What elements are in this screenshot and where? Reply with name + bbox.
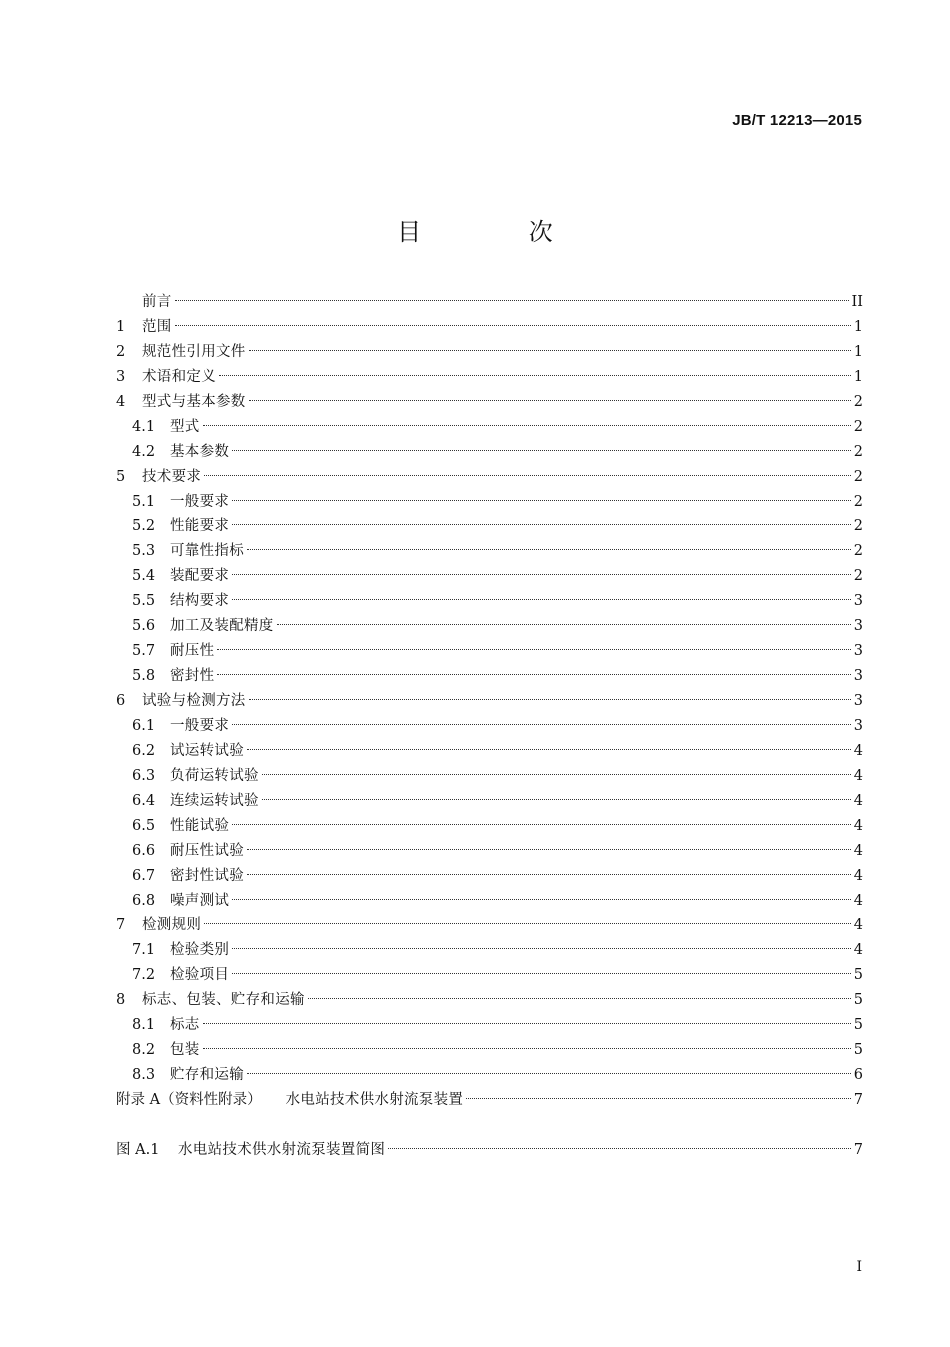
toc-entry-page: 4 — [853, 792, 863, 809]
toc-leader-dots — [232, 973, 851, 974]
toc-appendix-entry[interactable] — [116, 1088, 863, 1113]
toc-leader-dots — [262, 774, 851, 775]
page-title: 目 次 — [397, 218, 603, 246]
toc-entry-page: 4 — [853, 867, 863, 884]
toc-entry-page: 7 — [853, 1141, 863, 1158]
toc-leader-dots — [249, 350, 851, 351]
toc-entry-number: 8.3 — [132, 1067, 156, 1084]
toc-entry-page: 3 — [853, 693, 863, 709]
table-of-contents — [116, 290, 863, 1163]
toc-entry-label: 范围 — [142, 318, 172, 335]
toc-leader-dots — [247, 749, 851, 750]
toc-leader-dots — [232, 899, 851, 900]
toc-entry-page: 5 — [853, 1017, 863, 1034]
toc-entry-number: 6.7 — [132, 867, 156, 884]
toc-entry[interactable] — [116, 1013, 863, 1038]
toc-entry-label: 技术要求 — [142, 468, 202, 485]
toc-leader-dots — [175, 300, 849, 301]
toc-leader-dots — [232, 574, 851, 575]
toc-entry[interactable] — [116, 1038, 863, 1063]
toc-entry-page: 2 — [853, 468, 863, 485]
toc-entry-number: 图 A.1 — [116, 1141, 160, 1158]
toc-leader-dots — [217, 649, 850, 650]
page-number: I — [856, 1259, 862, 1275]
toc-entry-label: 结构要求 — [170, 593, 230, 610]
toc-entry[interactable] — [116, 365, 863, 390]
toc-entry[interactable] — [116, 589, 863, 614]
toc-leader-dots — [204, 923, 851, 924]
toc-entry-number: 5 — [116, 468, 126, 485]
toc-leader-dots — [204, 475, 851, 476]
toc-entry-number: 3 — [116, 368, 126, 385]
toc-entry-page: 1 — [853, 318, 863, 335]
toc-entry-number: 6 — [116, 693, 126, 709]
toc-entry-label: 包装 — [170, 1042, 200, 1059]
toc-entry-number: 5.4 — [132, 568, 156, 585]
toc-entry[interactable] — [116, 639, 863, 664]
toc-entry-label: 装配要求 — [170, 568, 230, 585]
toc-entry[interactable] — [116, 315, 863, 340]
toc-entry-label: 贮存和运输 — [170, 1067, 244, 1084]
toc-entry-number: 8 — [116, 992, 126, 1009]
toc-leader-dots — [219, 375, 851, 376]
toc-entry-page: 5 — [853, 967, 863, 984]
toc-entry[interactable] — [116, 490, 863, 515]
toc-leader-dots — [466, 1098, 851, 1099]
toc-entry-number: 7.2 — [132, 967, 156, 984]
toc-entry-label: 一般要求 — [170, 717, 230, 734]
toc-entry-label: 水电站技术供水射流泵装置 — [285, 1092, 464, 1108]
toc-entry-number: 2 — [116, 343, 126, 360]
toc-entry-page: 4 — [853, 917, 863, 934]
toc-entry-page: 2 — [853, 443, 863, 460]
toc-entry-number: 6.4 — [132, 792, 156, 809]
toc-entry-number: 4.2 — [132, 443, 156, 460]
toc-entry[interactable] — [116, 963, 863, 988]
toc-entry-page: 4 — [853, 817, 863, 834]
toc-entry-page: 3 — [853, 668, 863, 685]
toc-entry[interactable] — [116, 614, 863, 639]
toc-entry[interactable] — [116, 889, 863, 914]
toc-leader-dots — [262, 799, 851, 800]
toc-entry-number: 4.1 — [132, 418, 156, 435]
toc-entry[interactable] — [116, 764, 863, 789]
toc-leader-dots — [203, 425, 851, 426]
toc-leader-dots — [232, 948, 851, 949]
toc-leader-dots — [247, 849, 851, 850]
toc-entry-number: 附录 A（资料性附录） — [116, 1092, 262, 1108]
toc-entry[interactable] — [116, 539, 863, 564]
toc-entry-page: 2 — [853, 418, 863, 435]
toc-entry-number: 6.8 — [132, 892, 156, 909]
toc-leader-dots — [232, 500, 851, 501]
toc-entry[interactable] — [116, 664, 863, 689]
toc-entry-label: 噪声测试 — [170, 892, 230, 909]
toc-entry[interactable] — [116, 564, 863, 589]
toc-leader-dots — [247, 874, 851, 875]
toc-entry-number: 5.5 — [132, 593, 156, 610]
toc-entry-number: 5.2 — [132, 518, 156, 535]
toc-entry-page: 2 — [853, 493, 863, 510]
toc-entry[interactable] — [116, 789, 863, 814]
toc-entry-label: 试运转试验 — [170, 742, 244, 759]
toc-entry[interactable] — [116, 465, 863, 490]
toc-entry-number: 1 — [116, 318, 126, 335]
toc-entry-label: 耐压性试验 — [170, 842, 244, 859]
toc-entry[interactable] — [116, 290, 863, 315]
toc-leader-dots — [175, 325, 851, 326]
toc-entry-page: 3 — [853, 643, 863, 660]
toc-entry[interactable] — [116, 689, 863, 714]
toc-entry-page: 4 — [853, 767, 863, 784]
toc-entry-page: 1 — [853, 368, 863, 385]
toc-entry-number: 5.1 — [132, 493, 156, 510]
toc-leader-dots — [249, 400, 851, 401]
toc-entry-number: 6.1 — [132, 717, 156, 734]
toc-entry-page: 2 — [853, 568, 863, 585]
toc-leader-dots — [217, 674, 850, 675]
toc-entry-label: 检验类别 — [170, 942, 230, 959]
toc-entry-number: 6.3 — [132, 767, 156, 784]
toc-entry[interactable] — [116, 1063, 863, 1088]
toc-entry-label: 性能试验 — [170, 817, 230, 834]
toc-entry[interactable] — [116, 415, 863, 440]
toc-entry[interactable] — [116, 739, 863, 764]
toc-entry-number: 7 — [116, 917, 126, 934]
toc-entry-number: 8.1 — [132, 1017, 156, 1034]
toc-entry-label: 加工及装配精度 — [170, 618, 274, 635]
toc-entry-page: 3 — [853, 593, 863, 610]
toc-entry-page: 4 — [853, 892, 863, 909]
toc-entry-page: 3 — [853, 618, 863, 635]
toc-entry-page: 3 — [853, 717, 863, 734]
standard-code: JB/T 12213—2015 — [732, 112, 862, 129]
toc-entry-page: 4 — [853, 742, 863, 759]
toc-entry[interactable] — [116, 340, 863, 365]
toc-leader-dots — [388, 1148, 851, 1149]
toc-entry-number: 6.2 — [132, 742, 156, 759]
toc-entry-label: 连续运转试验 — [170, 792, 259, 809]
toc-entry-label: 可靠性指标 — [170, 543, 244, 560]
toc-entry-page: 4 — [853, 842, 863, 859]
toc-entry-number: 5.8 — [132, 668, 156, 685]
toc-entry-label: 密封性 — [170, 668, 215, 685]
toc-entry-label: 负荷运转试验 — [170, 767, 259, 784]
toc-entry-page: 7 — [853, 1092, 863, 1108]
toc-entry-label: 基本参数 — [170, 443, 230, 460]
toc-entry-page: 5 — [853, 1042, 863, 1059]
toc-entry-label: 性能要求 — [170, 518, 230, 535]
toc-entry[interactable] — [116, 514, 863, 539]
toc-leader-dots — [247, 549, 851, 550]
toc-entry[interactable] — [116, 839, 863, 864]
toc-entry-page: 1 — [853, 343, 863, 360]
toc-entry-label: 型式 — [170, 418, 200, 435]
toc-entry-label: 标志、包装、贮存和运输 — [142, 992, 305, 1009]
toc-entry[interactable] — [116, 913, 863, 938]
toc-leader-dots — [232, 524, 851, 525]
toc-leader-dots — [232, 824, 851, 825]
toc-entry[interactable] — [116, 714, 863, 739]
toc-entry-label: 前言 — [142, 294, 172, 310]
toc-leader-dots — [247, 1073, 851, 1074]
toc-entry-page: 5 — [853, 992, 863, 1009]
toc-entry-label: 标志 — [170, 1017, 200, 1034]
toc-entry-label: 型式与基本参数 — [142, 393, 246, 410]
toc-entry-label: 检测规则 — [142, 917, 202, 934]
toc-leader-dots — [203, 1023, 851, 1024]
toc-entry-label: 规范性引用文件 — [142, 343, 246, 360]
toc-entry[interactable] — [116, 440, 863, 465]
toc-entry-label: 检验项目 — [170, 967, 230, 984]
toc-entry-page: 6 — [853, 1067, 863, 1084]
toc-leader-dots — [203, 1048, 851, 1049]
toc-entry-label: 一般要求 — [170, 493, 230, 510]
toc-entry-page: 4 — [853, 942, 863, 959]
toc-entry-page: 2 — [853, 393, 863, 410]
toc-leader-dots — [277, 624, 851, 625]
toc-entry-label: 水电站技术供水射流泵装置简图 — [178, 1141, 386, 1158]
toc-entry-page: II — [851, 294, 863, 310]
toc-entry-number: 8.2 — [132, 1042, 156, 1059]
toc-entry-label: 术语和定义 — [142, 368, 216, 385]
toc-leader-dots — [232, 599, 851, 600]
toc-leader-dots — [308, 998, 851, 999]
toc-leader-dots — [249, 699, 851, 700]
toc-entry-label: 密封性试验 — [170, 867, 244, 884]
toc-entry[interactable] — [116, 390, 863, 415]
toc-leader-dots — [232, 724, 851, 725]
toc-entry[interactable] — [116, 938, 863, 963]
toc-entry[interactable] — [116, 814, 863, 839]
toc-entry-number: 5.7 — [132, 643, 156, 660]
toc-entry[interactable] — [116, 864, 863, 889]
toc-entry-number: 7.1 — [132, 942, 156, 959]
toc-entry-number: 6.6 — [132, 842, 156, 859]
toc-figure-entry[interactable] — [116, 1138, 863, 1163]
toc-entry-page: 2 — [853, 518, 863, 535]
toc-entry-label: 试验与检测方法 — [142, 693, 246, 709]
toc-entry-number: 5.3 — [132, 543, 156, 560]
toc-leader-dots — [232, 450, 851, 451]
toc-entry-page: 2 — [853, 543, 863, 560]
toc-entry-label: 耐压性 — [170, 643, 215, 660]
toc-entry-number: 4 — [116, 393, 126, 410]
toc-entry-number: 5.6 — [132, 618, 156, 635]
toc-entry[interactable] — [116, 988, 863, 1013]
toc-entry-number: 6.5 — [132, 817, 156, 834]
